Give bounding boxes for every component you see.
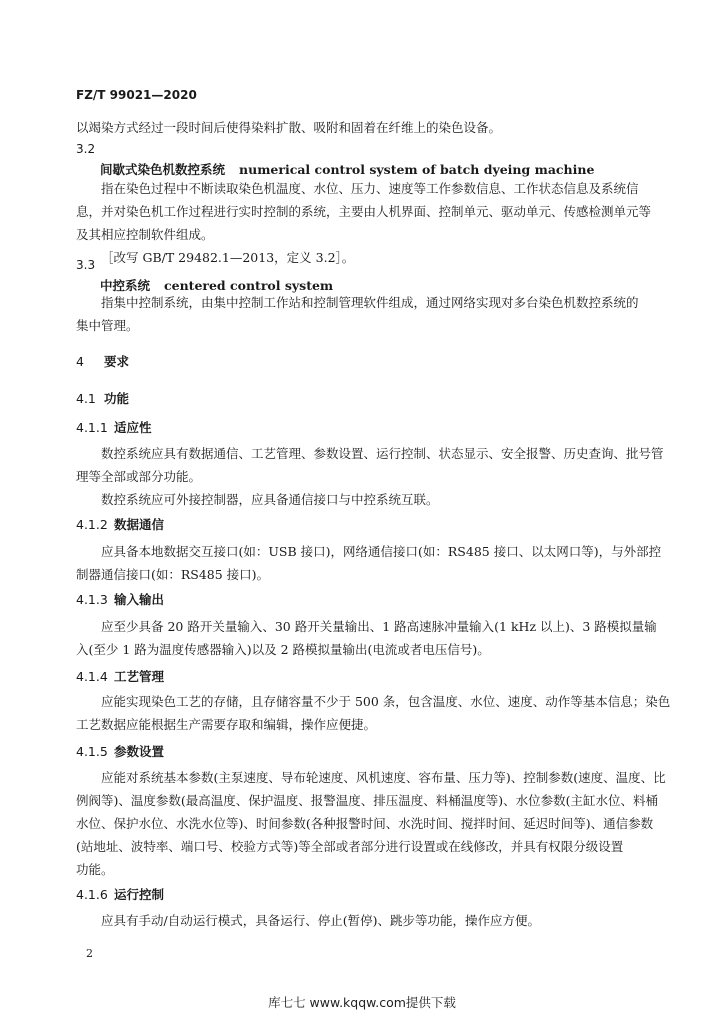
section-paragraph: 应至少具备 20 路开关量输入、30 路开关量输出、1 路高速脉冲量输入(1 kHz 以上)、3 路模拟量输 入(至少 1 路为温度传感器输入)以及 2 路模拟量输出(电流或者电压信号)。 bbox=[76, 619, 657, 657]
download-footer: 库七七 www.kqqw.com提供下载 bbox=[268, 995, 456, 1010]
section-heading: 4.1.5 参数设置 bbox=[76, 744, 165, 759]
section-heading: 4.1.1 适应性 bbox=[76, 420, 152, 435]
section-heading: 4.1.2 数据通信 bbox=[76, 517, 165, 532]
section-paragraph: 应具备本地数据交互接口(如：USB 接口)，网络通信接口(如：RS485 接口、以太网口等)，与外部控 制器通信接口(如：RS485 接口)。 bbox=[76, 544, 662, 582]
section-heading: 4.1 功能 bbox=[76, 391, 130, 406]
section-paragraph: 应能对系统基本参数(主泵速度、导布轮速度、风机速度、容布量、压力等)、控制参数(速度、温度、比 例阀等)、温度参数(最高温度、保护温度、报警温度、排压温度、料桶温度等)、水位参数(主缸水位、料桶 水位、保护水位、水洗水位等)、时间参数(各种报警时间、水洗时间、搅拌时间、延迟时间等)、通信参数 (站地址、波特率、端口号、校验方式等)等全部或者部分进行设置或在线修改，并具有权限分级设置 功能。 bbox=[76, 770, 666, 877]
continued-paragraph: 以竭染方式经过一段时间后使得染料扩散、吸附和固着在纤维上的染色设备。 bbox=[76, 120, 502, 135]
definition-text: 指在染色过程中不断读取染色机温度、水位、压力、速度等工作参数信息、工作状态信息及系统信 息，并对染色机工作过程进行实时控制的系统，主要由人机界面、控制单元、驱动单元、传感检测单元等 及其相应控制软件组成。 ［改写 GB/T 29482.1—2013，定义 3.2］。 bbox=[76, 177, 650, 269]
definition-text: 指集中控制系统，由集中控制工作站和控制管理软件组成，通过网络实现对多台染色机数控系统的 集中管理。 bbox=[76, 295, 639, 333]
term-heading bbox=[100, 160, 594, 178]
definition-number: 3.3 bbox=[76, 258, 96, 272]
term-chinese: 间歇式染色机数控系统 bbox=[100, 162, 226, 177]
definition-note: ［改写 GB/T 29482.1—2013，定义 3.2］。 bbox=[101, 250, 355, 265]
section-heading: 4.1.3 输入输出 bbox=[76, 592, 165, 607]
term-english: numerical control system of batch dyeing machine bbox=[239, 162, 595, 177]
section-paragraph: 数控系统应具有数据通信、工艺管理、参数设置、运行控制、状态显示、安全报警、历史查询、批号管 理等全部或部分功能。 数控系统应可外接控制器，应具备通信接口与中控系统互联。 bbox=[76, 446, 664, 507]
page-number: 2 bbox=[86, 947, 93, 960]
section-heading: 4 要求 bbox=[76, 354, 130, 369]
term-chinese: 中控系统 bbox=[100, 278, 151, 293]
section-paragraph: 应能实现染色工艺的存储，且存储容量不少于 500 条，包含温度、水位、速度、动作等基本信息；染色 工艺数据应能根据生产需要存取和编辑，操作应便捷。 bbox=[76, 694, 671, 732]
standard-number: FZ/T 99021—2020 bbox=[76, 88, 197, 102]
definition-number: 3.2 bbox=[76, 142, 96, 156]
section-paragraph: 应具有手动/自动运行模式，具备运行、停止(暂停)、跳步等功能，操作应方便。 bbox=[101, 913, 540, 928]
section-heading: 4.1.6 运行控制 bbox=[76, 887, 165, 902]
term-english: centered control system bbox=[164, 278, 334, 293]
section-heading: 4.1.4 工艺管理 bbox=[76, 669, 165, 684]
